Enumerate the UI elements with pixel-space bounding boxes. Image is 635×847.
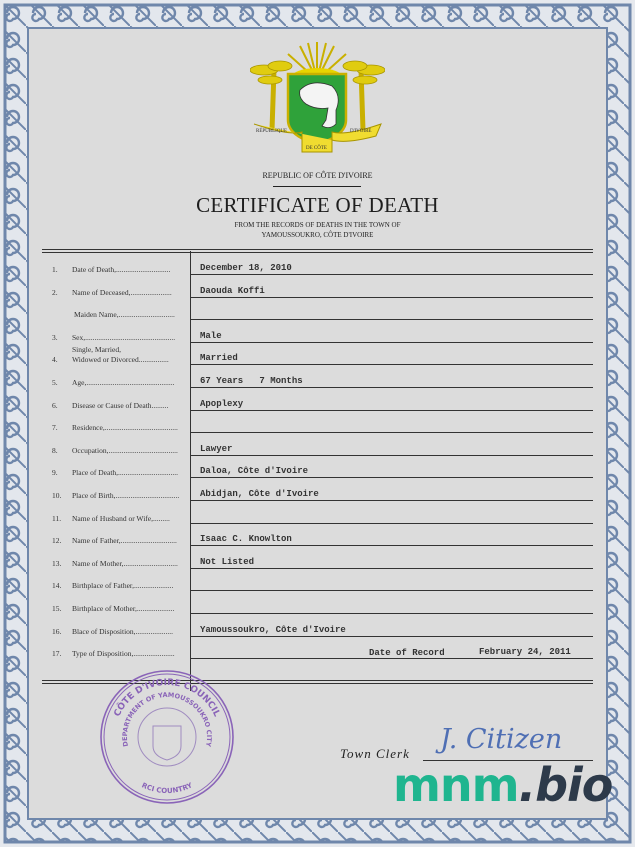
field-label: Disease or Cause of Death.........	[72, 401, 169, 410]
field-number: 9.	[52, 468, 58, 477]
field-underline	[190, 410, 593, 411]
field-label: Type of Disposition,......................	[72, 649, 175, 658]
field-number: 14.	[52, 581, 62, 590]
date-of-record-value: February 24, 2011	[479, 647, 571, 657]
table-top-rule	[42, 249, 593, 253]
field-number: 3.	[52, 333, 58, 342]
field-number: 11.	[52, 514, 62, 523]
field-number: 10.	[52, 491, 62, 500]
field-value[interactable]: Male	[200, 331, 222, 341]
field-label: Birthplace of Mother,....................	[72, 604, 175, 613]
field-underline	[190, 523, 593, 524]
field-value[interactable]: Apoplexy	[200, 399, 244, 409]
field-number: 8.	[52, 446, 58, 455]
emblem-text: D'IVOIRE	[350, 129, 372, 134]
field-underline	[190, 297, 593, 298]
field-underline	[190, 274, 593, 275]
emblem-text: RÉPUBLIQUE	[256, 129, 288, 134]
page-title: CERTIFICATE OF DEATH	[196, 193, 439, 217]
field-label: Blace of Disposition,....................	[72, 627, 174, 636]
field-underline	[190, 364, 593, 365]
field-value[interactable]: Married	[200, 353, 238, 363]
field-underline	[190, 613, 593, 614]
column-divider	[190, 251, 191, 691]
seal-inner-text: DEPARTMENT OF YAMOUSSOUKRO CITY	[120, 690, 214, 748]
field-underline	[190, 500, 593, 501]
field-label: Name of Mother,.............................	[72, 559, 178, 568]
field-number: 7.	[52, 423, 58, 432]
field-underline	[190, 455, 593, 456]
subtitle-line1: FROM THE RECORDS OF DEATHS IN THE TOWN OF	[234, 221, 401, 229]
field-underline	[190, 568, 593, 569]
watermark-part2: .bio	[518, 758, 613, 812]
field-number: 16.	[52, 627, 62, 636]
signature: J. Citizen	[440, 724, 563, 755]
town-clerk-label: Town Clerk	[340, 746, 410, 761]
field-label: Name of Father,..............................	[72, 536, 177, 545]
field-number: 15.	[52, 604, 62, 613]
seal-bottom-text: RCI COUNTRY	[140, 781, 194, 796]
field-label: Residence,.......................................	[72, 423, 178, 432]
field-label: Maiden Name,..............................	[74, 310, 175, 319]
field-value[interactable]: Daouda Koffi	[200, 286, 265, 296]
field-underline	[190, 387, 593, 388]
field-number: 1.	[52, 265, 58, 274]
field-value[interactable]: Isaac C. Knowlton	[200, 534, 292, 544]
field-value[interactable]: Abidjan, Côte d'Ivoire	[200, 489, 319, 499]
field-label: Birthplace of Father,.....................	[72, 581, 174, 590]
watermark-part1: mnm	[393, 758, 519, 812]
field-underline	[190, 545, 593, 546]
field-label: Date of Death,.............................	[72, 265, 171, 274]
field-underline	[190, 432, 593, 433]
official-seal	[98, 668, 236, 806]
subtitle-line2: YAMOUSSOUKRO, CÔTE D'IVOIRE	[261, 231, 374, 239]
coat-of-arms-emblem	[250, 40, 385, 155]
field-value[interactable]: Lawyer	[200, 444, 233, 454]
field-label: Name of Deceased,......................	[72, 288, 172, 297]
field-underline	[190, 477, 593, 478]
title-divider	[273, 186, 361, 187]
field-value[interactable]: Not Listed	[200, 557, 255, 567]
field-number: 17.	[52, 649, 62, 658]
field-value[interactable]: December 18, 2010	[200, 263, 292, 273]
field-label: Place of Death,................................	[72, 468, 179, 477]
field-value[interactable]: Yamoussoukro, Côte d'Ivoire	[200, 625, 346, 635]
field-number: 5.	[52, 378, 58, 387]
field-underline	[190, 590, 593, 591]
emblem-text: DE CÔTE	[306, 146, 327, 151]
field-label: Occupation,.....................................	[72, 446, 178, 455]
field-label: Age,...............................................	[72, 378, 175, 387]
field-number: 4.	[52, 355, 58, 364]
field-label: Place of Birth,..................................	[72, 491, 180, 500]
field-label: Sex,................................................	[72, 333, 176, 342]
svg-text:RCI COUNTRY	[140, 781, 194, 795]
field-underline	[190, 342, 593, 343]
seal-top-text: CÔTE D'IVOIRE COUNCIL	[112, 677, 222, 719]
field-value[interactable]: Daloa, Côte d'Ivoire	[200, 466, 309, 476]
field-label: Widowed or Divorced................	[72, 355, 169, 364]
watermark-logo	[393, 758, 613, 812]
field-underline	[190, 636, 593, 637]
field-number: 12.	[52, 536, 62, 545]
field-number: 6.	[52, 401, 58, 410]
field-number: 2.	[52, 288, 58, 297]
date-of-record-label: Date of Record	[369, 648, 445, 658]
field-label: Name of Husband or Wife,.........	[72, 514, 170, 523]
field-number: 13.	[52, 559, 62, 568]
field-label-top: Single, Married,	[72, 345, 121, 354]
field-value[interactable]: 67 Years 7 Months	[200, 376, 303, 386]
country-name: REPUBLIC OF CÔTE D'IVOIRE	[262, 171, 373, 180]
field-underline	[190, 319, 593, 320]
field-underline	[190, 658, 593, 659]
